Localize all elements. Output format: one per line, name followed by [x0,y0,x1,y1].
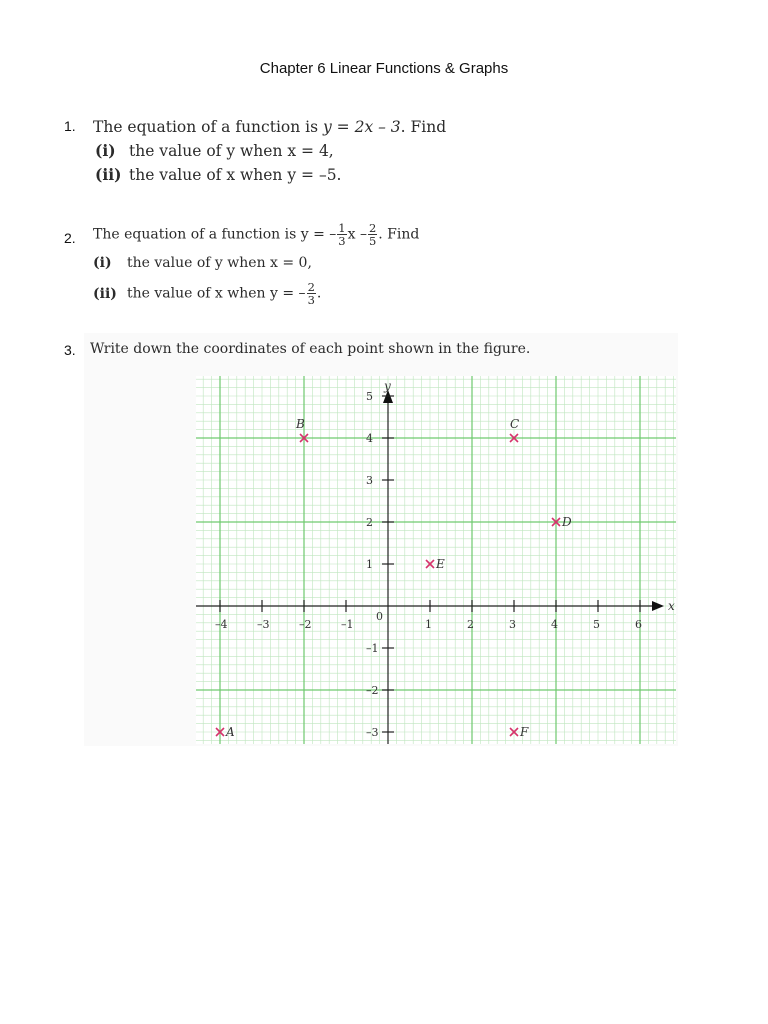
y-tick-label: –1 [366,642,379,655]
point-label: E [436,557,445,571]
x-axis-label: x [668,599,675,613]
fraction-numerator: 2 [307,280,315,294]
y-tick-label: 2 [366,516,373,529]
y-tick-label: 3 [366,474,373,487]
part-text: the value of y when x = 4, [129,142,334,160]
point-label: A [226,725,235,739]
x-tick-label: 2 [467,618,474,631]
x-tick-label: –1 [341,618,354,631]
question-1-prompt [93,115,446,139]
fraction-denominator: 3 [338,234,346,248]
point-label: F [520,725,529,739]
x-tick-label: 4 [551,618,558,631]
point-label: C [510,417,520,431]
y-tick-label: –3 [366,726,379,739]
part-text: the value of y when x = 0, [127,255,312,271]
coordinate-grid [196,376,676,744]
fraction-numerator: 1 [338,221,346,235]
part-label: (ii) [95,165,122,184]
x-tick-label: 1 [425,618,432,631]
y-tick-label: –2 [366,684,379,697]
question-1-part-ii [93,163,446,187]
x-tick-label: –3 [257,618,270,631]
fraction [307,281,316,306]
fraction-denominator: 5 [368,234,377,248]
prompt-end: . Find [378,226,420,243]
x-tick-label: 3 [509,618,516,631]
x-tick-label: –4 [215,618,228,631]
prompt-end: . Find [400,118,447,136]
x-tick-label: 5 [593,618,600,631]
question-number: 2. [64,230,76,246]
fraction-numerator: 2 [368,221,377,235]
prompt-text: The equation of a function is y = – [93,226,337,243]
point-label: D [562,515,572,529]
question-3-prompt: Write down the coordinates of each point shown in the figure. [90,341,531,357]
point-label: B [296,417,305,431]
question-2 [93,222,419,306]
prompt-text: The equation of a function is [93,118,323,136]
x-tick-label: –2 [299,618,312,631]
question-number: 3. [64,342,76,358]
part-label: (ii) [93,285,117,302]
question-number: 1. [64,118,76,134]
question-1-part-i [93,139,446,163]
part-end: . [316,285,322,302]
question-2-prompt [93,222,419,247]
y-tick-label: 5 [366,390,373,403]
fraction [368,222,377,247]
question-1 [93,115,446,187]
question-2-part-i [93,253,419,273]
part-text: the value of x when y = –5. [129,166,342,184]
y-tick-label: 1 [366,558,373,571]
part-label: (i) [93,255,112,271]
part-label: (i) [95,141,116,160]
y-tick-label: 4 [366,432,373,445]
x-tick-label: 6 [635,618,642,631]
page-title: Chapter 6 Linear Functions & Graphs [259,60,509,77]
part-text: the value of x when y = – [127,285,306,302]
fraction-denominator: 3 [307,293,315,307]
prompt-text: x – [347,226,367,243]
prompt-equation: y = 2x – 3 [322,118,401,136]
origin-label: 0 [376,610,383,623]
fraction [337,222,346,247]
y-axis-label: y [384,379,391,393]
question-2-part-ii [93,281,419,306]
